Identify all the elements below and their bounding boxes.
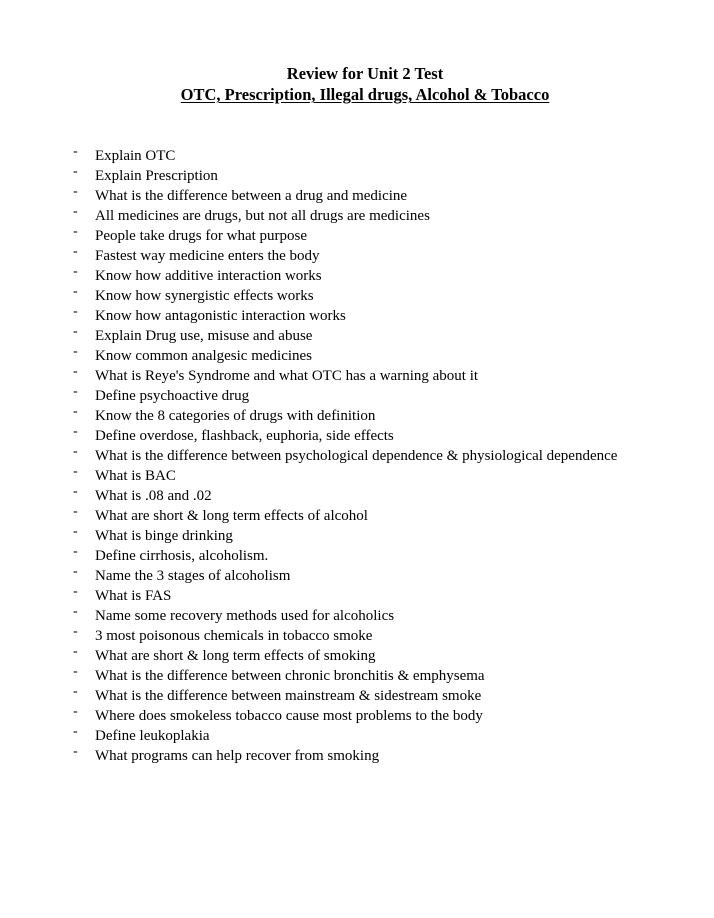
bullet-dash: - (73, 484, 78, 499)
list-item (0, 226, 714, 246)
bullet-dash: - (73, 444, 78, 459)
bullet-dash: - (73, 724, 78, 739)
bullet-dash: - (73, 284, 78, 299)
list-item (0, 286, 714, 306)
list-item (0, 306, 714, 326)
list-item (0, 346, 714, 366)
bullet-dash: - (73, 404, 78, 419)
list-item-text: Where does smokeless tobacco cause most problems to the body (95, 708, 483, 724)
list-item (0, 426, 714, 446)
list-item-text: What is binge drinking (95, 528, 233, 544)
list-item (0, 446, 714, 466)
list-item-text: All medicines are drugs, but not all drugs are medicines (95, 208, 430, 224)
bullet-dash: - (73, 564, 78, 579)
bullet-dash: - (73, 464, 78, 479)
list-item-text: Know common analgesic medicines (95, 348, 313, 364)
list-item (0, 706, 714, 726)
list-item (0, 386, 714, 406)
list-item-text: What is BAC (95, 468, 176, 484)
bullet-dash: - (73, 164, 78, 179)
list-item-text: Fastest way medicine enters the body (95, 248, 320, 264)
list-item (0, 146, 714, 166)
list-item (0, 606, 714, 626)
list-item (0, 246, 714, 266)
list-item (0, 526, 714, 546)
bullet-dash: - (73, 744, 78, 759)
list-item (0, 366, 714, 386)
list-item (0, 406, 714, 426)
bullet-dash: - (73, 324, 78, 339)
list-item (0, 186, 714, 206)
list-item-text: What is Reye's Syndrome and what OTC has a warning about it (95, 368, 479, 384)
list-item-text: What is the difference between psychological dependence & physiological dependence (95, 448, 618, 464)
bullet-dash: - (73, 704, 78, 719)
list-item (0, 266, 714, 286)
list-item (0, 586, 714, 606)
list-item-text: What are short & long term effects of alcohol (95, 508, 368, 524)
bullet-dash: - (73, 584, 78, 599)
bullet-dash: - (73, 684, 78, 699)
list-item-text: Know how synergistic effects works (95, 288, 314, 304)
list-item-text: Explain OTC (95, 148, 176, 164)
bullet-dash: - (73, 204, 78, 219)
bullet-dash: - (73, 384, 78, 399)
list-item (0, 746, 714, 766)
list-item (0, 646, 714, 666)
list-item-text: What is FAS (95, 588, 172, 604)
list-item-text: 3 most poisonous chemicals in tobacco smoke (95, 628, 373, 644)
list-item (0, 206, 714, 226)
bullet-dash: - (73, 264, 78, 279)
list-item-text: People take drugs for what purpose (95, 228, 308, 244)
bullet-dash: - (73, 304, 78, 319)
bullet-dash: - (73, 244, 78, 259)
list-item-text: Define leukoplakia (95, 728, 210, 744)
review-list (0, 146, 714, 766)
list-item (0, 466, 714, 486)
bullet-dash: - (73, 664, 78, 679)
bullet-dash: - (73, 144, 78, 159)
bullet-dash: - (73, 344, 78, 359)
list-item (0, 546, 714, 566)
bullet-dash: - (73, 624, 78, 639)
list-item-text: Define cirrhosis, alcoholism. (95, 548, 269, 564)
list-item-text: What is the difference between chronic bronchitis & emphysema (95, 668, 485, 684)
list-item-text: Define psychoactive drug (95, 388, 250, 404)
list-item (0, 666, 714, 686)
list-item-text: Explain Prescription (95, 168, 218, 184)
bullet-dash: - (73, 364, 78, 379)
list-item-text: What are short & long term effects of smoking (95, 648, 376, 664)
list-item-text: Name the 3 stages of alcoholism (95, 568, 291, 584)
list-item-text: Explain Drug use, misuse and abuse (95, 328, 313, 344)
bullet-dash: - (73, 184, 78, 199)
bullet-dash: - (73, 604, 78, 619)
bullet-dash: - (73, 504, 78, 519)
list-item-text: Know how antagonistic interaction works (95, 308, 346, 324)
list-item (0, 566, 714, 586)
bullet-dash: - (73, 224, 78, 239)
list-item-text: Know how additive interaction works (95, 268, 322, 284)
list-item-text: What is the difference between a drug and medicine (95, 188, 408, 204)
list-item-text: Know the 8 categories of drugs with definition (95, 408, 376, 424)
list-item (0, 726, 714, 746)
list-item (0, 506, 714, 526)
list-item-text: Define overdose, flashback, euphoria, side effects (95, 428, 394, 444)
bullet-dash: - (73, 644, 78, 659)
bullet-dash: - (73, 544, 78, 559)
page-subtitle (0, 84, 714, 105)
list-item (0, 626, 714, 646)
list-item (0, 326, 714, 346)
list-item-text: What programs can help recover from smoking (95, 748, 380, 764)
bullet-dash: - (73, 524, 78, 539)
list-item-text: Name some recovery methods used for alcoholics (95, 608, 395, 624)
page-subtitle-text: OTC, Prescription, Illegal drugs, Alcohol & Tobacco (180, 85, 550, 104)
list-item (0, 686, 714, 706)
bullet-dash: - (73, 424, 78, 439)
list-item (0, 166, 714, 186)
list-item (0, 486, 714, 506)
list-item-text: What is .08 and .02 (95, 488, 212, 504)
list-item-text: What is the difference between mainstream & sidestream smoke (95, 688, 482, 704)
page-title: Review for Unit 2 Test (286, 64, 444, 83)
